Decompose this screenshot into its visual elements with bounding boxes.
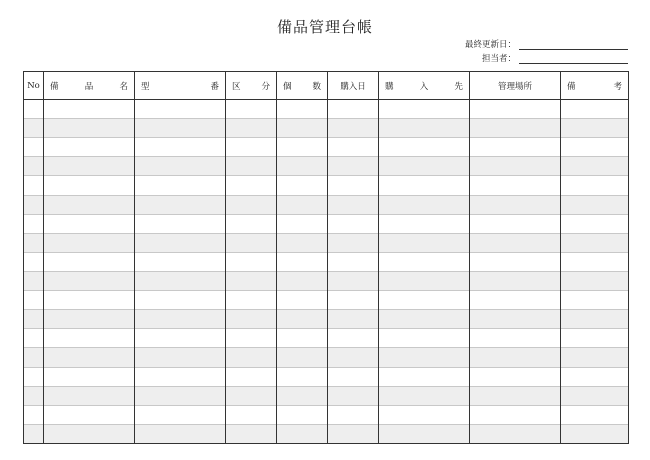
cell-purchase-date[interactable]: [328, 119, 379, 138]
cell-item-name[interactable]: [44, 214, 135, 233]
cell-location[interactable]: [470, 271, 561, 290]
cell-quantity[interactable]: [277, 348, 328, 367]
cell-model[interactable]: [135, 386, 226, 405]
table-row: [24, 176, 629, 195]
cell-model[interactable]: [135, 271, 226, 290]
cell-location[interactable]: [470, 424, 561, 443]
cell-remarks[interactable]: [561, 386, 629, 405]
cell-item-name[interactable]: [44, 367, 135, 386]
cell-item-name[interactable]: [44, 138, 135, 157]
person-in-charge-row: [440, 52, 628, 64]
cell-location[interactable]: [470, 195, 561, 214]
cell-no[interactable]: [24, 138, 44, 157]
cell-purchase-date[interactable]: [328, 176, 379, 195]
cell-location[interactable]: [470, 348, 561, 367]
cell-quantity[interactable]: [277, 119, 328, 138]
cell-location[interactable]: [470, 233, 561, 252]
cell-purchase-date[interactable]: [328, 386, 379, 405]
column-header-category: 区 分: [226, 72, 277, 100]
table-row: [24, 291, 629, 310]
cell-model[interactable]: [135, 310, 226, 329]
cell-model[interactable]: [135, 252, 226, 271]
cell-model[interactable]: [135, 157, 226, 176]
cell-purchase-date[interactable]: [328, 271, 379, 290]
cell-purchased-from[interactable]: [379, 310, 470, 329]
cell-purchase-date[interactable]: [328, 291, 379, 310]
cell-model[interactable]: [135, 367, 226, 386]
cell-remarks[interactable]: [561, 176, 629, 195]
cell-purchased-from[interactable]: [379, 329, 470, 348]
cell-remarks[interactable]: [561, 291, 629, 310]
cell-purchased-from[interactable]: [379, 157, 470, 176]
cell-model[interactable]: [135, 138, 226, 157]
cell-category[interactable]: [226, 157, 277, 176]
cell-remarks[interactable]: [561, 424, 629, 443]
cell-remarks[interactable]: [561, 100, 629, 119]
cell-purchased-from[interactable]: [379, 233, 470, 252]
cell-location[interactable]: [470, 386, 561, 405]
cell-location[interactable]: [470, 176, 561, 195]
cell-category[interactable]: [226, 348, 277, 367]
cell-purchased-from[interactable]: [379, 214, 470, 233]
cell-purchase-date[interactable]: [328, 252, 379, 271]
cell-no[interactable]: [24, 367, 44, 386]
cell-quantity[interactable]: [277, 405, 328, 424]
cell-no[interactable]: [24, 252, 44, 271]
cell-location[interactable]: [470, 252, 561, 271]
cell-purchased-from[interactable]: [379, 348, 470, 367]
cell-quantity[interactable]: [277, 233, 328, 252]
cell-model[interactable]: [135, 176, 226, 195]
cell-purchased-from[interactable]: [379, 176, 470, 195]
cell-item-name[interactable]: [44, 119, 135, 138]
cell-purchased-from[interactable]: [379, 271, 470, 290]
cell-remarks[interactable]: [561, 310, 629, 329]
table-row: [24, 329, 629, 348]
cell-remarks[interactable]: [561, 329, 629, 348]
cell-quantity[interactable]: [277, 291, 328, 310]
cell-remarks[interactable]: [561, 252, 629, 271]
cell-purchased-from[interactable]: [379, 291, 470, 310]
cell-quantity[interactable]: [277, 310, 328, 329]
cell-quantity[interactable]: [277, 424, 328, 443]
cell-purchase-date[interactable]: [328, 233, 379, 252]
column-header-quantity: 個 数: [277, 72, 328, 100]
cell-category[interactable]: [226, 271, 277, 290]
cell-category[interactable]: [226, 367, 277, 386]
cell-purchased-from[interactable]: [379, 424, 470, 443]
cell-no[interactable]: [24, 233, 44, 252]
column-header-item-name: 備 品 名: [44, 72, 135, 100]
cell-purchased-from[interactable]: [379, 252, 470, 271]
person-in-charge-field[interactable]: [519, 53, 628, 64]
cell-location[interactable]: [470, 100, 561, 119]
cell-no[interactable]: [24, 271, 44, 290]
page-title: 備品管理台帳: [276, 18, 373, 36]
cell-category[interactable]: [226, 405, 277, 424]
cell-no[interactable]: [24, 291, 44, 310]
cell-no[interactable]: [24, 386, 44, 405]
cell-item-name[interactable]: [44, 329, 135, 348]
table-header-row: [24, 72, 629, 100]
cell-quantity[interactable]: [277, 157, 328, 176]
cell-location[interactable]: [470, 119, 561, 138]
cell-no[interactable]: [24, 176, 44, 195]
table-row: [24, 138, 629, 157]
cell-remarks[interactable]: [561, 271, 629, 290]
cell-model[interactable]: [135, 329, 226, 348]
cell-category[interactable]: [226, 310, 277, 329]
cell-location[interactable]: [470, 310, 561, 329]
cell-purchased-from[interactable]: [379, 405, 470, 424]
cell-category[interactable]: [226, 214, 277, 233]
table-row: [24, 214, 629, 233]
cell-item-name[interactable]: [44, 195, 135, 214]
equipment-ledger-table: [23, 71, 629, 444]
cell-model[interactable]: [135, 348, 226, 367]
table-row: [24, 424, 629, 443]
column-header-purchased-from: 購 入 先: [379, 72, 470, 100]
cell-location[interactable]: [470, 157, 561, 176]
table-row: [24, 195, 629, 214]
table-row: [24, 348, 629, 367]
cell-quantity[interactable]: [277, 195, 328, 214]
cell-model[interactable]: [135, 291, 226, 310]
cell-category[interactable]: [226, 176, 277, 195]
cell-purchased-from[interactable]: [379, 119, 470, 138]
cell-remarks[interactable]: [561, 119, 629, 138]
cell-item-name[interactable]: [44, 233, 135, 252]
cell-category[interactable]: [226, 386, 277, 405]
cell-category[interactable]: [226, 119, 277, 138]
table-row: [24, 271, 629, 290]
cell-no[interactable]: [24, 329, 44, 348]
cell-category[interactable]: [226, 252, 277, 271]
cell-purchased-from[interactable]: [379, 100, 470, 119]
table-row: [24, 367, 629, 386]
cell-remarks[interactable]: [561, 157, 629, 176]
cell-remarks[interactable]: [561, 195, 629, 214]
cell-purchase-date[interactable]: [328, 405, 379, 424]
cell-remarks[interactable]: [561, 214, 629, 233]
cell-item-name[interactable]: [44, 348, 135, 367]
cell-purchased-from[interactable]: [379, 367, 470, 386]
cell-quantity[interactable]: [277, 271, 328, 290]
cell-quantity[interactable]: [277, 329, 328, 348]
cell-location[interactable]: [470, 329, 561, 348]
cell-purchase-date[interactable]: [328, 100, 379, 119]
cell-item-name[interactable]: [44, 291, 135, 310]
cell-remarks[interactable]: [561, 138, 629, 157]
cell-item-name[interactable]: [44, 310, 135, 329]
cell-purchase-date[interactable]: [328, 157, 379, 176]
cell-category[interactable]: [226, 424, 277, 443]
cell-model[interactable]: [135, 214, 226, 233]
cell-item-name[interactable]: [44, 100, 135, 119]
table-row: [24, 405, 629, 424]
cell-location[interactable]: [470, 291, 561, 310]
cell-item-name[interactable]: [44, 176, 135, 195]
cell-no[interactable]: [24, 195, 44, 214]
cell-no[interactable]: [24, 424, 44, 443]
cell-category[interactable]: [226, 233, 277, 252]
cell-no[interactable]: [24, 157, 44, 176]
cell-quantity[interactable]: [277, 367, 328, 386]
cell-quantity[interactable]: [277, 386, 328, 405]
cell-location[interactable]: [470, 214, 561, 233]
column-header-no: No: [24, 72, 44, 100]
cell-no[interactable]: [24, 348, 44, 367]
cell-category[interactable]: [226, 100, 277, 119]
cell-no[interactable]: [24, 214, 44, 233]
cell-model[interactable]: [135, 405, 226, 424]
cell-no[interactable]: [24, 405, 44, 424]
cell-model[interactable]: [135, 424, 226, 443]
person-in-charge-label: 担当者：: [481, 54, 516, 64]
cell-purchased-from[interactable]: [379, 195, 470, 214]
cell-location[interactable]: [470, 138, 561, 157]
last-updated-row: [440, 38, 628, 50]
cell-quantity[interactable]: [277, 252, 328, 271]
cell-category[interactable]: [226, 195, 277, 214]
column-header-purchase-date: 購入日: [328, 72, 379, 100]
cell-remarks[interactable]: [561, 233, 629, 252]
cell-location[interactable]: [470, 367, 561, 386]
cell-no[interactable]: [24, 119, 44, 138]
cell-category[interactable]: [226, 138, 277, 157]
cell-remarks[interactable]: [561, 367, 629, 386]
cell-model[interactable]: [135, 233, 226, 252]
cell-purchased-from[interactable]: [379, 138, 470, 157]
cell-item-name[interactable]: [44, 424, 135, 443]
cell-purchase-date[interactable]: [328, 424, 379, 443]
cell-no[interactable]: [24, 310, 44, 329]
cell-category[interactable]: [226, 329, 277, 348]
table-row: [24, 233, 629, 252]
cell-quantity[interactable]: [277, 100, 328, 119]
cell-quantity[interactable]: [277, 214, 328, 233]
cell-purchase-date[interactable]: [328, 310, 379, 329]
cell-item-name[interactable]: [44, 386, 135, 405]
column-header-location: 管理場所: [470, 72, 561, 100]
cell-purchase-date[interactable]: [328, 138, 379, 157]
column-header-remarks: 備 考: [561, 72, 629, 100]
last-updated-label: 最終更新日：: [464, 40, 516, 50]
table-row: [24, 310, 629, 329]
cell-item-name[interactable]: [44, 405, 135, 424]
cell-model[interactable]: [135, 100, 226, 119]
column-header-model: 型 番: [135, 72, 226, 100]
cell-location[interactable]: [470, 405, 561, 424]
cell-purchase-date[interactable]: [328, 195, 379, 214]
cell-remarks[interactable]: [561, 405, 629, 424]
table-row: [24, 119, 629, 138]
cell-no[interactable]: [24, 100, 44, 119]
table-row: [24, 157, 629, 176]
cell-remarks[interactable]: [561, 348, 629, 367]
cell-purchased-from[interactable]: [379, 386, 470, 405]
cell-purchase-date[interactable]: [328, 214, 379, 233]
cell-purchase-date[interactable]: [328, 367, 379, 386]
cell-quantity[interactable]: [277, 176, 328, 195]
cell-model[interactable]: [135, 119, 226, 138]
cell-purchase-date[interactable]: [328, 329, 379, 348]
cell-purchase-date[interactable]: [328, 348, 379, 367]
cell-model[interactable]: [135, 195, 226, 214]
cell-item-name[interactable]: [44, 271, 135, 290]
cell-item-name[interactable]: [44, 157, 135, 176]
cell-category[interactable]: [226, 291, 277, 310]
table-row: [24, 100, 629, 119]
cell-item-name[interactable]: [44, 252, 135, 271]
table-row: [24, 386, 629, 405]
cell-quantity[interactable]: [277, 138, 328, 157]
table-row: [24, 252, 629, 271]
last-updated-field[interactable]: [519, 39, 628, 50]
